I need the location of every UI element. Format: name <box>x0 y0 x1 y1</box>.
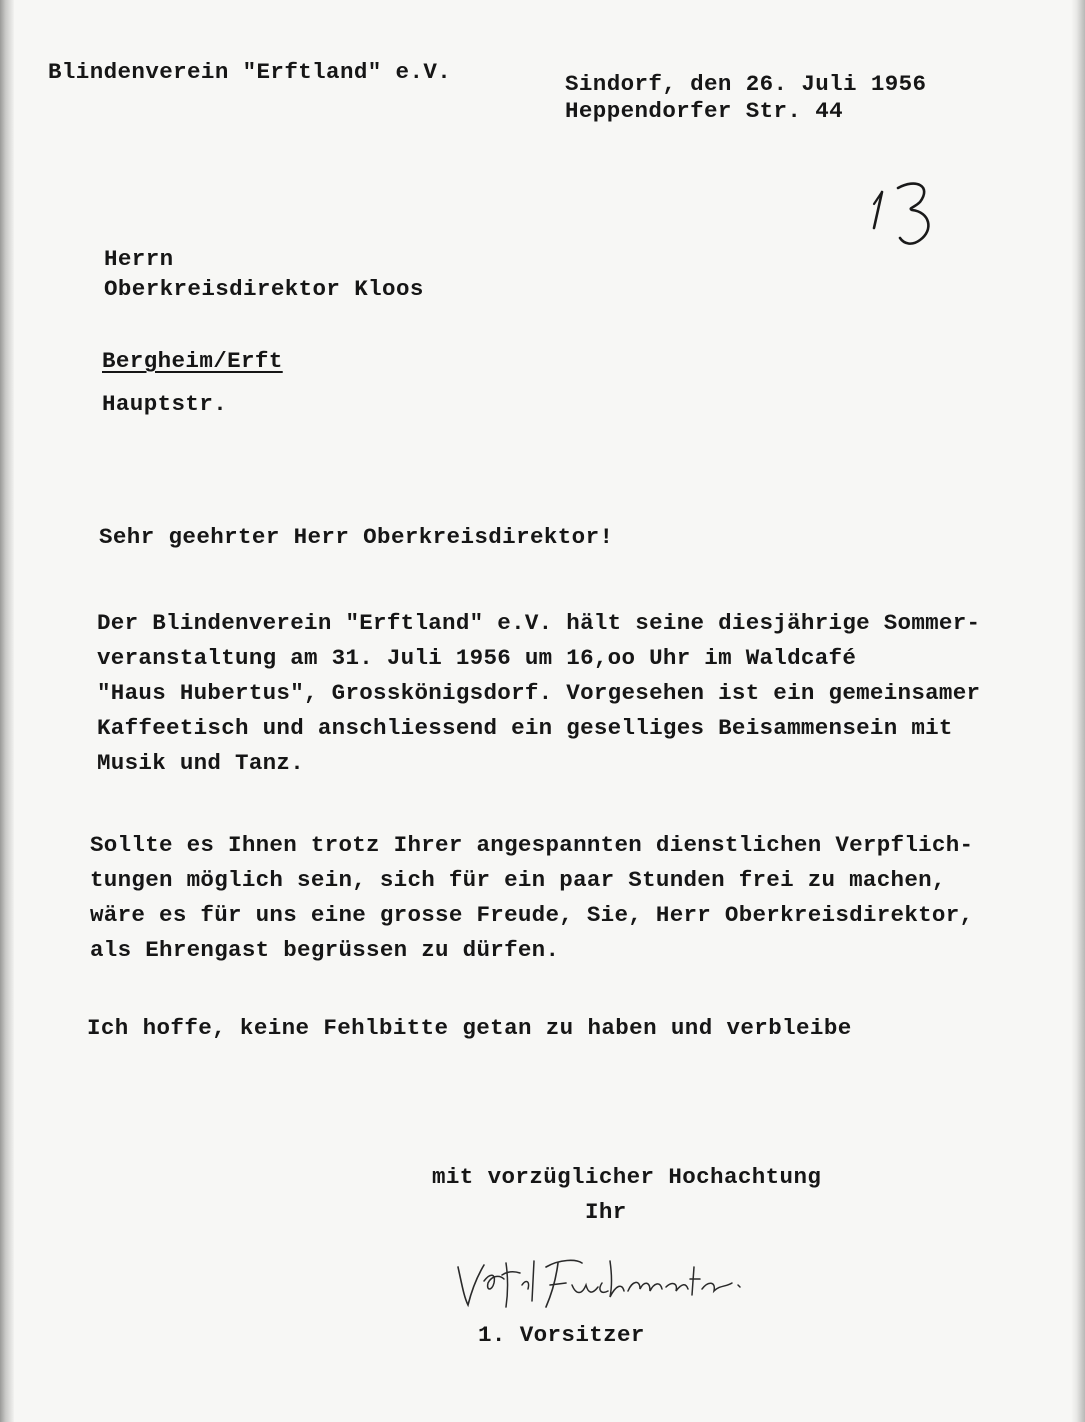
recipient-herrn: Herrn <box>104 246 174 272</box>
paragraph1-line: veranstaltung am 31. Juli 1956 um 16,oo Uhr im Waldcafé <box>97 645 857 671</box>
scan-shadow-left <box>0 0 14 1422</box>
closing-ihr: Ihr <box>585 1199 627 1225</box>
recipient-name: Oberkreisdirektor Kloos <box>104 276 424 302</box>
recipient-street: Hauptstr. <box>102 391 228 417</box>
paragraph1-line: Kaffeetisch und anschliessend ein geselliges Beisammensein mit <box>97 715 953 741</box>
paragraph2-line: wäre es für uns eine grosse Freude, Sie, Herr Oberkreisdirektor, <box>90 902 974 928</box>
closing-phrase: mit vorzüglicher Hochachtung <box>432 1164 822 1190</box>
closing-sentence: Ich hoffe, keine Fehlbitte getan zu haben und verbleibe <box>87 1015 852 1041</box>
paragraph2-line: tungen möglich sein, sich für ein paar Stunden frei zu machen, <box>90 867 946 893</box>
handwritten-folio-number <box>868 170 948 250</box>
place-date: Sindorf, den 26. Juli 1956 <box>565 71 927 97</box>
paragraph1-line: Musik und Tanz. <box>97 750 305 776</box>
signatory-title: 1. Vorsitzer <box>478 1322 645 1348</box>
recipient-city: Bergheim/Erft <box>102 348 283 374</box>
sender-street: Heppendorfer Str. 44 <box>565 98 844 124</box>
paragraph-request <box>90 828 973 968</box>
paragraph1-line: "Haus Hubertus", Grosskönigsdorf. Vorgesehen ist ein gemeinsamer <box>97 680 981 706</box>
greeting: Sehr geehrter Herr Oberkreisdirektor! <box>99 524 614 550</box>
paragraph1-line: Der Blindenverein "Erftland" e.V. hält seine diesjährige Sommer- <box>97 610 981 636</box>
paragraph2-line: Sollte es Ihnen trotz Ihrer angespannten dienstlichen Verpflich- <box>90 832 974 858</box>
sender-name: Blindenverein "Erftland" e.V. <box>48 59 452 85</box>
scan-shadow-right <box>1071 0 1085 1422</box>
handwritten-signature <box>450 1245 760 1315</box>
paragraph-invitation <box>97 606 980 781</box>
paragraph2-line: als Ehrengast begrüssen zu dürfen. <box>90 937 560 963</box>
